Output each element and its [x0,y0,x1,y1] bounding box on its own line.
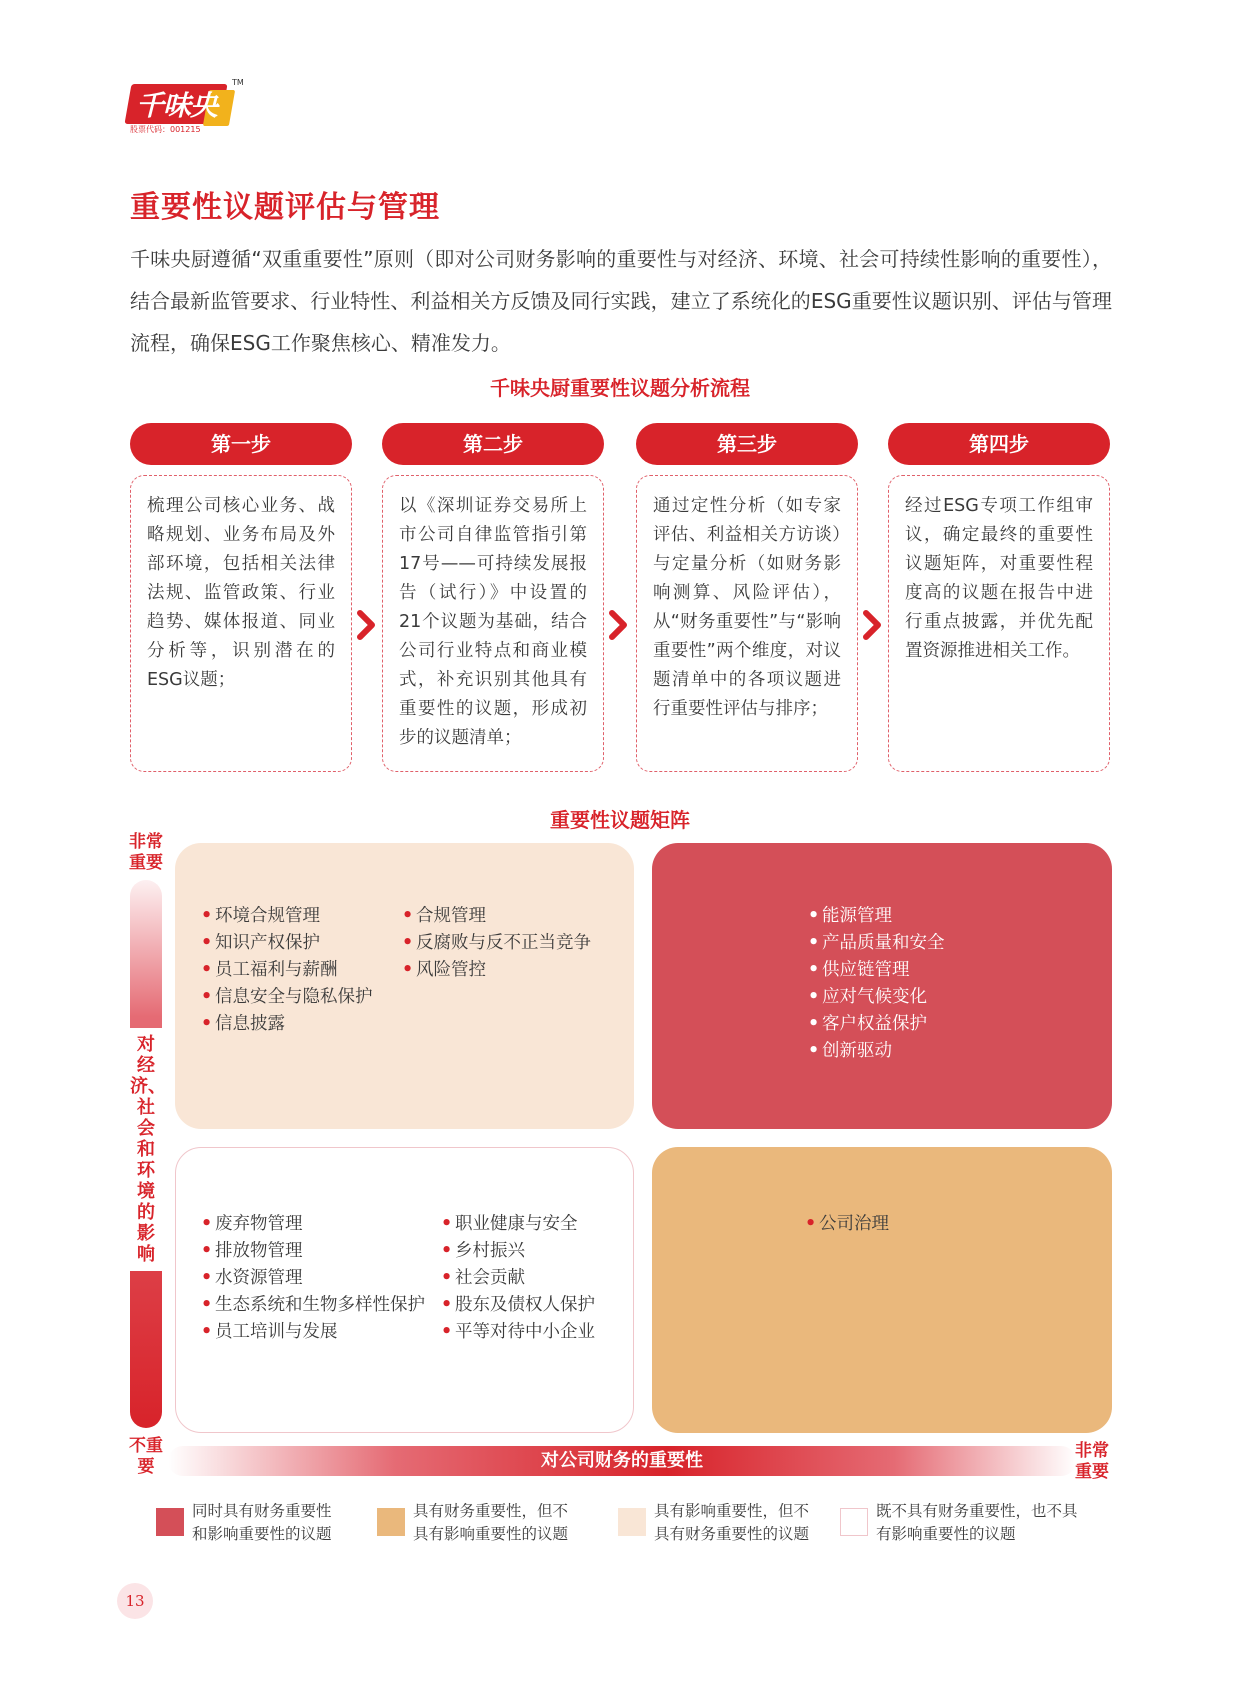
chevron-right-icon [356,610,378,640]
list-item: • 信息披露 [201,1011,373,1038]
y-axis-bottom-label: 不重要 [129,1436,163,1477]
top-right-list [808,903,945,1065]
process-title: 千味央厨重要性议题分析流程 [490,376,750,400]
step-4 [888,423,1110,772]
legend-text: 具有财务重要性，但不 具有影响重要性的议题 [413,1502,569,1543]
legend-swatch [156,1508,184,1536]
list-item: • 应对气候变化 [808,984,945,1011]
list-item: • 员工福利与薪酬 [201,957,373,984]
quadrant-financial-only [652,1147,1112,1433]
list-item: • 平等对待中小企业 [441,1319,595,1346]
legend-neither [840,1500,1110,1546]
top-left-list-1 [201,903,373,1038]
list-item: • 环境合规管理 [201,903,373,930]
step-3-label: 第三步 [636,423,858,465]
company-logo [128,78,244,162]
list-item: • 创新驱动 [808,1038,945,1065]
legend-financial [377,1500,607,1546]
step-1-label: 第一步 [130,423,352,465]
legend-impact [618,1500,848,1546]
legend-swatch [618,1508,646,1536]
chevron-right-icon [862,610,884,640]
list-item: • 能源管理 [808,903,945,930]
list-item: • 公司治理 [805,1211,889,1238]
list-item: • 供应链管理 [808,957,945,984]
list-item: • 信息安全与隐私保护 [201,984,373,1011]
step-1-text: 梳理公司核心业务、战略规划、业务布局及外部环境，包括相关法律法规、监管政策、行业趋势、媒体报道、同业分析等，识别潜在的ESG议题； [130,475,352,772]
list-item: • 生态系统和生物多样性保护 [201,1292,425,1319]
legend-both [156,1500,386,1546]
bottom-left-list-2 [441,1211,595,1346]
step-3 [636,423,858,772]
legend-text: 既不具有财务重要性，也不具 有影响重要性的议题 [876,1502,1078,1543]
step-2-label: 第二步 [382,423,604,465]
list-item: • 水资源管理 [201,1265,425,1292]
logo-trademark: TM [232,78,244,87]
step-1 [130,423,352,772]
list-item: • 风险管控 [402,957,591,984]
chevron-right-icon [608,610,630,640]
intro-paragraph: 千味央厨遵循“双重重要性”原则（即对公司财务影响的重要性与对经济、环境、社会可持续性影响的重要性），结合最新监管要求、行业特性、利益相关方反馈及同行实践，建立了系统化的ESG重要性议题识别、评估与管理流程，确保ESG工作聚焦核心、精准发力。 [130,247,1112,355]
step-3-text: 通过定性分析（如专家评估、利益相关方访谈）与定量分析（如财务影响测算、风险评估），从“财务重要性”与“影响重要性”两个维度，对议题清单中的各项议题进行重要性评估与排序； [636,475,858,772]
list-item: • 职业健康与安全 [441,1211,595,1238]
list-item: • 废弃物管理 [201,1211,425,1238]
legend-swatch [840,1508,868,1536]
legend-swatch [377,1508,405,1536]
step-2-text: 以《深圳证券交易所上市公司自律监管指引第17号——可持续发展报告（试行）》中设置的21个议题为基础，结合公司行业特点和商业模式，补充识别其他具有重要性的议题，形成初步的议题清单； [382,475,604,772]
bottom-right-list [805,1211,889,1238]
step-2 [382,423,604,772]
x-axis-right-label: 非常重要 [1075,1441,1109,1482]
list-item: • 排放物管理 [201,1238,425,1265]
list-item: • 合规管理 [402,903,591,930]
page-title: 重要性议题评估与管理 [130,190,440,225]
list-item: • 员工培训与发展 [201,1319,425,1346]
legend-text: 同时具有财务重要性 和影响重要性的议题 [192,1502,332,1543]
page-number: 13 [117,1583,153,1619]
list-item: • 社会贡献 [441,1265,595,1292]
y-axis-top-label: 非常重要 [129,832,163,873]
logo-text: 千味央厨 [136,89,218,162]
list-item: • 反腐败与反不正当竞争 [402,930,591,957]
step-4-label: 第四步 [888,423,1110,465]
bottom-left-list-1 [201,1211,425,1346]
legend-text: 具有影响重要性，但不 具有财务重要性的议题 [654,1502,810,1543]
top-left-list-2 [402,903,591,984]
list-item: • 知识产权保护 [201,930,373,957]
matrix-title: 重要性议题矩阵 [550,808,690,832]
list-item: • 产品质量和安全 [808,930,945,957]
step-4-text: 经过ESG专项工作组审议，确定最终的重要性议题矩阵，对重要性程度高的议题在报告中进行重点披露，并优先配置资源推进相关工作。 [888,475,1110,772]
y-axis-label: 对经济、社会和环境的影响 [130,1028,162,1271]
list-item: • 客户权益保护 [808,1011,945,1038]
list-item: • 乡村振兴 [441,1238,595,1265]
stock-code: 股票代码：001215 [130,125,201,134]
x-axis-label: 对公司财务的重要性 [541,1450,703,1471]
list-item: • 股东及债权人保护 [441,1292,595,1319]
